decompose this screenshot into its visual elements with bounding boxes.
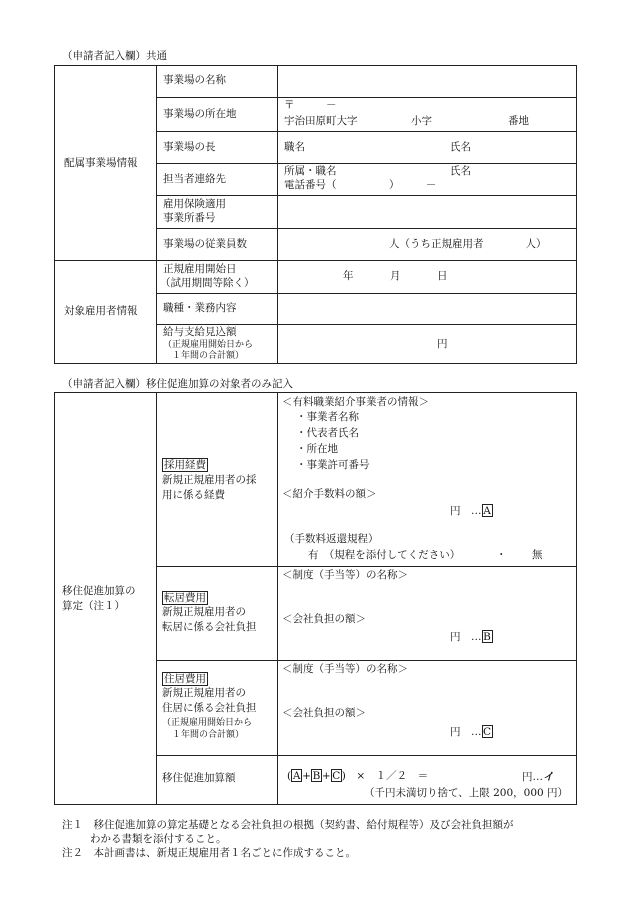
- section2-header: （申請者記入欄）移住促進加算の対象者のみ記入: [62, 378, 293, 390]
- recruit-desc-2: 用に係る経費: [162, 489, 225, 501]
- note-2: 注２ 本計画書は、新規正規雇用者１名ごとに作成すること。: [62, 847, 356, 859]
- recruit-tag: 採用経費: [164, 459, 206, 471]
- formula-mark-c: C: [332, 770, 341, 782]
- job-label: 職種・業務内容: [163, 302, 237, 314]
- head-post: 職名: [284, 141, 305, 153]
- housing-note-1: （正規雇用開始日から: [162, 718, 253, 728]
- relocation-amount[interactable]: 円 … B: [450, 631, 491, 643]
- housing-note-2: １年間の合計額）: [172, 730, 245, 740]
- head-name: 氏名: [450, 141, 471, 153]
- salary-unit: 円: [437, 338, 448, 350]
- note-1-line-2: わかる書類を添付すること。: [90, 833, 227, 845]
- salary-note-1: （正規雇用開始日から: [163, 340, 254, 350]
- mark-b: B: [483, 631, 491, 643]
- total-note: （千円未満切り捨て、上限 200，000 円）: [364, 787, 569, 799]
- refund-header: （手数料返還規程）: [284, 533, 379, 545]
- recruit-desc-1: 新規正規雇用者の採: [162, 474, 257, 486]
- mark-a: A: [483, 505, 491, 517]
- fee-header: ＜紹介手数料の額＞: [282, 488, 377, 500]
- employees-label: 事業場の従業員数: [163, 238, 247, 250]
- agency-item-2: ・代表者氏名: [296, 427, 359, 439]
- employees-value[interactable]: 人（うち正規雇用者 人）: [389, 238, 547, 250]
- job-field[interactable]: [278, 294, 576, 323]
- relocation-desc-1: 新規正規雇用者の: [162, 606, 246, 618]
- site-name-label: 事業場の名称: [163, 74, 226, 86]
- relocation-system-header: ＜制度（手当等）の名称＞: [282, 569, 408, 581]
- formula-mark-b: B: [312, 770, 321, 782]
- housing-desc-2: 住居に係る会社負担: [162, 702, 257, 714]
- agency-item-1: ・事業者名称: [296, 411, 359, 423]
- housing-burden-header: ＜会社負担の額＞: [282, 707, 366, 719]
- fee-amount[interactable]: 円 … A: [450, 505, 491, 517]
- address-town: 宇治田原町大字: [284, 115, 358, 127]
- refund-no-option[interactable]: 無: [532, 549, 543, 561]
- site-address-label: 事業場の所在地: [163, 108, 237, 120]
- group-target-employee-label: 対象雇用者情報: [64, 305, 138, 317]
- start-day: 日: [437, 270, 448, 282]
- salary-note-2: １年間の合計額）: [172, 351, 245, 361]
- housing-tag: 住居費用: [164, 673, 206, 685]
- contact-dept: 所属・職名: [284, 165, 337, 177]
- address-banchi: 番地: [508, 115, 529, 127]
- mark-c: C: [482, 726, 492, 738]
- start-month: 月: [390, 270, 401, 282]
- total-label: 移住促進加算額: [162, 772, 236, 784]
- total-formula: ( A + B +C) × １／２ ＝: [287, 770, 429, 782]
- contact-label: 担当者連絡先: [163, 173, 226, 185]
- relocation-tag: 転居費用: [164, 592, 206, 604]
- group-assigned-site-label: 配属事業場情報: [64, 157, 138, 169]
- housing-system-header: ＜制度（手当等）の名称＞: [282, 663, 408, 675]
- contact-phone[interactable]: 電話番号（ ） －: [284, 179, 437, 191]
- formula-mark-a: A: [292, 770, 301, 782]
- agency-header: ＜有料職業紹介事業者の情報＞: [282, 396, 429, 408]
- housing-amount[interactable]: 円 …C: [450, 726, 492, 738]
- insurance-label-1: 雇用保険適用: [163, 198, 226, 210]
- note-1-line-1: 注１ 移住促進加算の算定基礎となる会社負担の根拠（契約書、給付規程等）及び会社負担額が: [62, 819, 514, 831]
- address-postal[interactable]: 〒 －: [284, 99, 337, 111]
- relocation-desc-2: 転居に係る会社負担: [162, 621, 257, 633]
- agency-item-4: ・事業許可番号: [296, 459, 370, 471]
- refund-yes-option[interactable]: 有 （規程を添付してください）: [308, 549, 461, 561]
- bonus-calc-label-2: 算定（注１）: [62, 600, 125, 612]
- start-date-label-1: 正規雇用開始日: [163, 263, 237, 275]
- insurance-label-2: 事業所番号: [163, 212, 216, 224]
- salary-label: 給与支給見込額: [163, 326, 237, 338]
- section1-header: （申請者記入欄）共通: [62, 50, 167, 62]
- housing-desc-1: 新規正規雇用者の: [162, 687, 246, 699]
- contact-name: 氏名: [450, 165, 471, 177]
- insurance-number-field[interactable]: [278, 196, 576, 227]
- address-koaza: 小字: [411, 115, 432, 127]
- total-amount[interactable]: 円…イ: [522, 771, 554, 783]
- result-mark: イ: [543, 771, 554, 783]
- refund-separator: ・: [496, 549, 507, 561]
- site-head-label: 事業場の長: [163, 141, 216, 153]
- start-date-label-2: （試用期間等除く）: [160, 277, 255, 289]
- bonus-calc-label-1: 移住促進加算の: [62, 585, 136, 597]
- site-name-field[interactable]: [278, 66, 576, 96]
- relocation-burden-header: ＜会社負担の額＞: [282, 613, 366, 625]
- agency-item-3: ・所在地: [296, 443, 338, 455]
- start-year: 年: [343, 270, 354, 282]
